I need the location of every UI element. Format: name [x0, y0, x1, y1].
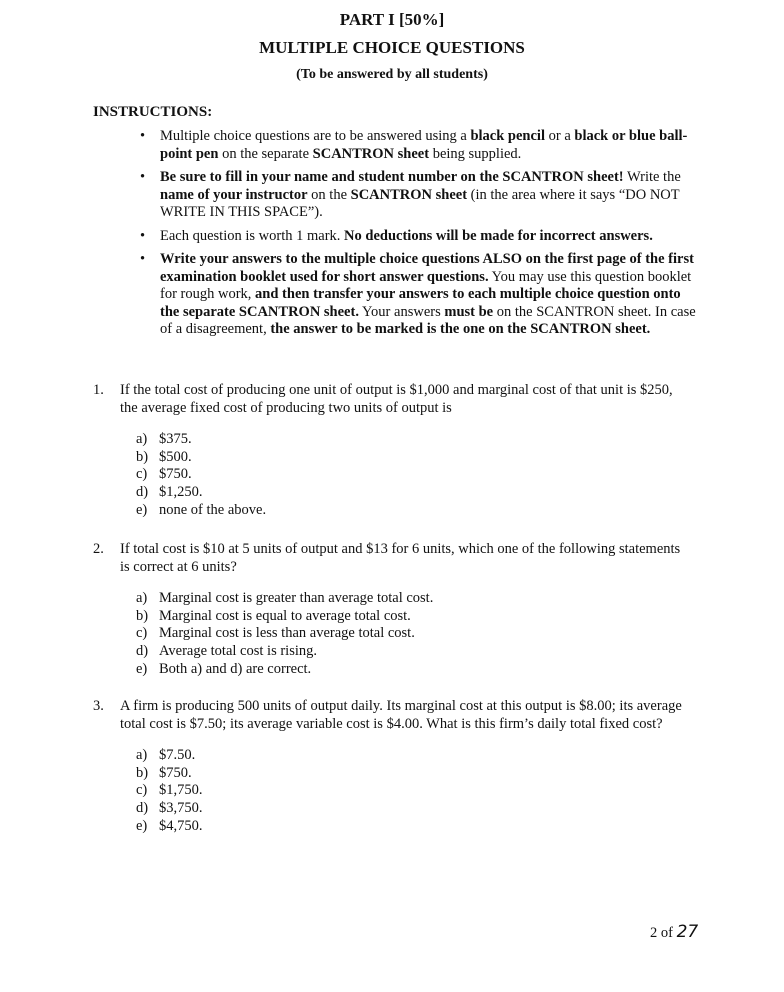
option-text: $3,750.: [159, 800, 203, 817]
bullet-icon: •: [140, 227, 146, 244]
answer-options: [136, 431, 693, 520]
option-letter: e): [136, 501, 148, 518]
option-letter: e): [136, 660, 148, 677]
instruction-emphasis: black or blue ball-point pen: [160, 128, 688, 162]
bullet-icon: •: [140, 169, 146, 185]
instruction-item: [140, 251, 700, 339]
option-letter: e): [136, 817, 148, 834]
bullet-icon: •: [140, 251, 146, 267]
question-2: [93, 541, 693, 679]
section-title: MULTIPLE CHOICE QUESTIONS: [259, 38, 525, 57]
answer-option: [136, 502, 693, 520]
question-stem: A firm is producing 500 units of output daily. Its marginal cost at this output is $8.00; its average total cost is $7.50; its average variable cost is $4.00. What is this firm’s daily total fixed cost?: [120, 698, 682, 732]
option-text: Average total cost is rising.: [159, 643, 317, 660]
question-3: [93, 698, 693, 836]
option-text: $1,750.: [159, 782, 203, 799]
answer-option: [136, 747, 693, 765]
page-number-label: 2 of: [650, 925, 677, 941]
answer-options: [136, 590, 693, 679]
answer-options: [136, 747, 693, 836]
instruction-text: being supplied.: [429, 145, 522, 162]
instruction-text: Write the: [623, 169, 681, 185]
option-text: Marginal cost is equal to average total cost.: [159, 607, 411, 624]
instruction-item: [140, 169, 700, 222]
option-letter: a): [136, 431, 148, 447]
answer-option: [136, 466, 693, 484]
question-number: 2.: [93, 541, 104, 557]
instruction-emphasis: name of your instructor: [160, 186, 308, 203]
option-letter: d): [136, 484, 149, 501]
answer-option: [136, 818, 693, 836]
answer-option: [136, 765, 693, 783]
option-text: Both a) and d) are correct.: [159, 660, 312, 677]
instruction-text: Multiple choice questions are to be answered using a: [160, 128, 471, 144]
option-letter: b): [136, 607, 149, 624]
instruction-emphasis: black pencil: [470, 128, 545, 144]
option-text: Marginal cost is less than average total cost.: [159, 625, 415, 642]
question-number: 1.: [93, 382, 104, 398]
instruction-emphasis: No deductions will be made for incorrect answers.: [344, 227, 653, 244]
answer-option: [136, 431, 693, 449]
instruction-text: (in the area where it says “DO NOT WRITE IN THIS SPACE”).: [160, 186, 680, 220]
page-total-handwritten: 27: [676, 922, 699, 942]
instruction-emphasis: SCANTRON sheet: [350, 186, 468, 203]
bullet-icon: •: [140, 128, 146, 144]
option-letter: b): [136, 764, 149, 781]
instruction-text: on the: [307, 186, 351, 203]
instruction-text: You may use this question booklet for rough work,: [160, 268, 692, 302]
instruction-emphasis: must be: [444, 303, 494, 320]
option-letter: a): [136, 747, 148, 763]
option-letter: c): [136, 625, 148, 642]
instructions-list: [140, 128, 700, 345]
option-text: Marginal cost is greater than average total cost.: [159, 590, 434, 606]
instruction-emphasis: and then transfer your answers to each multiple choice question onto the separate SCANTRON sheet.: [160, 286, 681, 320]
instruction-emphasis: the answer to be marked is the one on the SCANTRON sheet.: [270, 321, 651, 337]
instruction-text: on the separate: [218, 145, 313, 162]
answer-option: [136, 449, 693, 467]
option-letter: d): [136, 800, 149, 817]
instruction-text: or a: [545, 128, 575, 144]
instructions-heading: INSTRUCTIONS:: [93, 104, 213, 120]
part-heading: PART I [50%]: [339, 10, 445, 29]
answer-option: [136, 590, 693, 608]
instruction-emphasis: Write your answers to the multiple choice questions ALSO on the first page of the first examination booklet used for short answer questions.: [160, 251, 694, 285]
option-letter: d): [136, 643, 149, 660]
option-letter: b): [136, 448, 149, 465]
question-1: [93, 382, 693, 520]
option-text: $500.: [159, 448, 192, 465]
option-text: none of the above.: [159, 501, 267, 518]
option-letter: c): [136, 466, 148, 483]
answer-option: [136, 608, 693, 626]
option-text: $375.: [159, 431, 192, 447]
instruction-emphasis: SCANTRON sheet: [312, 145, 430, 162]
option-letter: c): [136, 782, 148, 799]
option-text: $750.: [159, 466, 192, 483]
question-stem: If total cost is $10 at 5 units of output and $13 for 6 units, which one of the following statements is correct at 6 units?: [120, 541, 681, 575]
page-number: [650, 922, 698, 942]
option-text: $1,250.: [159, 484, 203, 501]
answer-option: [136, 800, 693, 818]
option-text: $7.50.: [159, 747, 196, 763]
answer-option: [136, 484, 693, 502]
instruction-item: [140, 128, 700, 163]
answer-option: [136, 643, 693, 661]
instruction-text: Your answers: [358, 303, 445, 320]
option-text: $750.: [159, 764, 192, 781]
answer-option: [136, 625, 693, 643]
question-stem: If the total cost of producing one unit of output is $1,000 and marginal cost of that unit is $250, the average fixed cost of producing two units of output is: [120, 382, 673, 416]
instruction-text: on the SCANTRON sheet. In case of a disagreement,: [160, 303, 696, 337]
option-text: $4,750.: [159, 817, 203, 834]
question-number: 3.: [93, 698, 104, 714]
instruction-text: Each question is worth 1 mark.: [160, 227, 345, 244]
instruction-emphasis: Be sure to fill in your name and student number on the SCANTRON sheet!: [160, 169, 624, 185]
instruction-item: [140, 228, 700, 246]
section-subtitle: (To be answered by all students): [296, 67, 488, 82]
answer-option: [136, 782, 693, 800]
option-letter: a): [136, 590, 148, 606]
answer-option: [136, 661, 693, 679]
